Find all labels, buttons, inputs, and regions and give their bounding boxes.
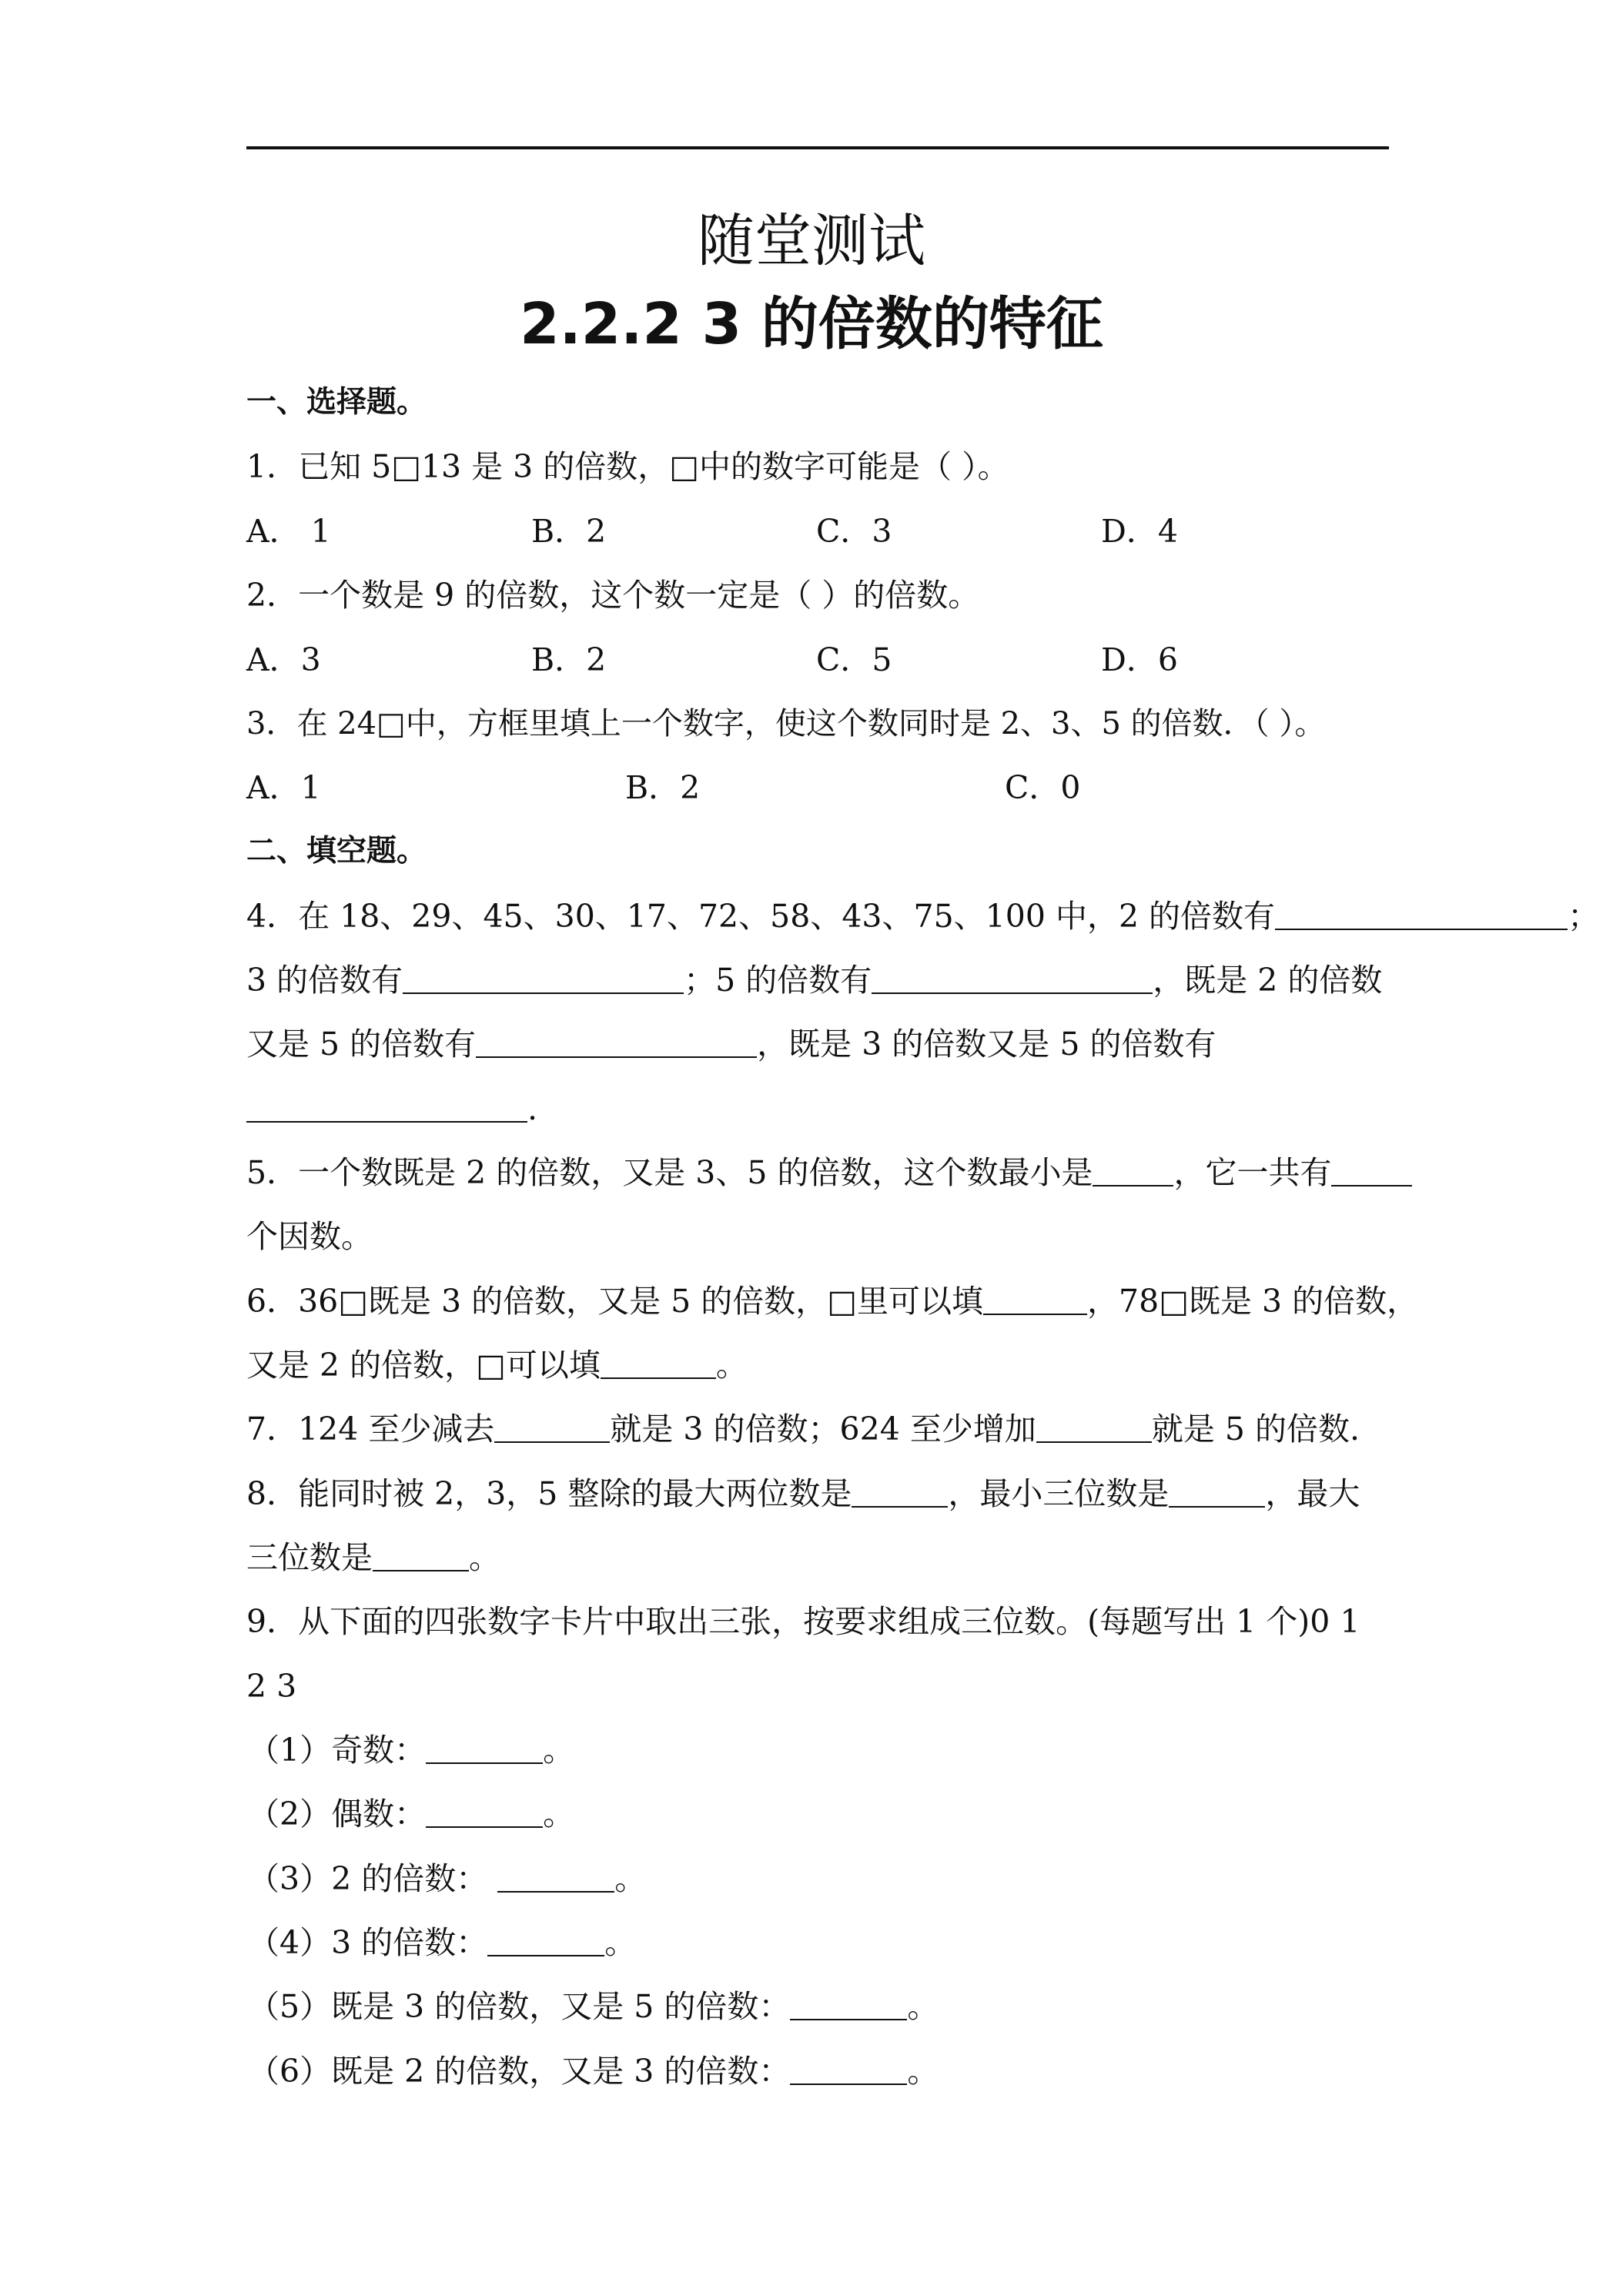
question-5-line-1 (246, 1151, 1412, 1194)
answer-blank[interactable] (601, 1347, 716, 1379)
question-6-line-2 (246, 1344, 748, 1387)
q5-text: 5．一个数既是 2 的倍数，又是 3、5 的倍数，这个数最小是 (246, 1154, 1093, 1191)
q6-text: 又是 2 的倍数，□可以填 (246, 1347, 601, 1384)
page-subtitle: 2.2.2 3 的倍数的特征 (520, 291, 1103, 357)
q9-sub-end: 。 (543, 1732, 575, 1769)
q3-option-c: C．0 (1005, 769, 1081, 806)
q9-sub-label: （5）既是 3 的倍数，又是 5 的倍数： (248, 1988, 791, 2025)
q6-text: 6．36□既是 3 的倍数，又是 5 的倍数，□里可以填 (246, 1283, 984, 1320)
q9-sub-3 (248, 1857, 646, 1900)
q8-text: 。 (469, 1539, 500, 1576)
q4-text: 又是 5 的倍数有 (246, 1026, 477, 1063)
answer-blank[interactable] (494, 1411, 610, 1443)
section-heading-fill: 二、填空题。 (246, 834, 427, 869)
answer-blank[interactable] (476, 1026, 757, 1058)
q9-sub-label: （4）3 的倍数： (248, 1924, 488, 1961)
question-1-stem: 1．已知 5□13 是 3 的倍数，□中的数字可能是（ ）。 (246, 448, 1009, 485)
question-8-line-2 (246, 1536, 500, 1579)
question-4-line-1 (246, 895, 1599, 938)
q9-sub-6 (248, 2050, 939, 2093)
answer-blank[interactable] (426, 1732, 543, 1764)
q9-sub-end: 。 (604, 1924, 637, 1961)
question-2-stem: 2．一个数是 9 的倍数，这个数一定是（ ）的倍数。 (246, 577, 980, 614)
q7-text: 就是 5 的倍数. (1151, 1411, 1360, 1448)
answer-blank[interactable] (852, 1475, 948, 1508)
answer-blank[interactable] (426, 1796, 543, 1828)
header-rule (246, 146, 1389, 149)
answer-blank[interactable] (487, 1924, 604, 1956)
q4-text: ；5 的倍数有 (684, 962, 872, 999)
question-8-line-1 (246, 1472, 1360, 1515)
q9-sub-5 (248, 1985, 939, 2028)
q2-option-b: B．2 (531, 641, 607, 678)
q8-text: ，最小三位数是 (948, 1475, 1170, 1512)
q8-text: 三位数是 (246, 1539, 373, 1576)
q9-sub-1 (248, 1729, 574, 1772)
answer-blank[interactable] (983, 1283, 1087, 1315)
q7-text: 7．124 至少减去 (246, 1411, 495, 1448)
question-7 (246, 1407, 1360, 1451)
answer-blank[interactable] (1036, 1411, 1152, 1443)
q2-option-d: D．6 (1101, 641, 1178, 678)
q4-text: 4．在 18、29、45、30、17、72、58、43、75、100 中，2 的倍数有 (246, 898, 1276, 935)
answer-blank[interactable] (373, 1539, 469, 1571)
q6-text: 。 (715, 1347, 748, 1384)
q9-sub-2 (248, 1792, 574, 1836)
q4-text: ； (1568, 898, 1600, 935)
q9-sub-end: 。 (614, 1860, 647, 1897)
q9-sub-label: （3）2 的倍数： (248, 1860, 498, 1897)
question-6-line-1 (246, 1280, 1418, 1323)
answer-blank[interactable] (1169, 1475, 1265, 1508)
q4-text: . (527, 1090, 538, 1127)
q8-text: 8．能同时被 2，3，5 整除的最大两位数是 (246, 1475, 852, 1512)
question-4-line-3 (246, 1022, 1216, 1066)
q7-text: 就是 3 的倍数；624 至少增加 (610, 1411, 1036, 1448)
q5-text: 个因数。 (246, 1218, 373, 1255)
q1-option-c: C．3 (816, 513, 892, 550)
answer-blank[interactable] (1093, 1154, 1173, 1186)
q6-text: ，78□既是 3 的倍数， (1087, 1283, 1419, 1320)
answer-blank[interactable] (790, 1988, 907, 2020)
q1-option-a: A． 1 (246, 513, 331, 550)
question-4-line-4 (246, 1087, 537, 1130)
q9-sub-end: 。 (907, 2053, 939, 2090)
q3-option-b: B．2 (625, 769, 701, 806)
q1-option-d: D．4 (1101, 513, 1178, 550)
question-3-stem: 3．在 24□中，方框里填上一个数字，使这个数同时是 2、3、5 的倍数．（ ）。 (246, 706, 1326, 741)
q1-option-b: B．2 (531, 513, 607, 550)
question-4-line-2 (246, 959, 1382, 1002)
q9-sub-label: （1）奇数： (248, 1732, 427, 1769)
page-title: 随堂测试 (698, 208, 925, 274)
q2-option-a: A．3 (246, 641, 321, 678)
section-heading-choice: 一、选择题。 (246, 385, 427, 420)
q4-text: 3 的倍数有 (246, 962, 403, 999)
q2-option-c: C．5 (816, 641, 892, 678)
answer-blank[interactable] (790, 2053, 907, 2085)
q9-sub-end: 。 (543, 1796, 575, 1832)
q9-sub-4 (248, 1921, 636, 1964)
q3-option-a: A．1 (246, 769, 321, 806)
answer-blank[interactable] (403, 962, 684, 994)
question-9-line-1: 9．从下面的四张数字卡片中取出三张，按要求组成三位数。(每题写出 1 个)0 1 (246, 1603, 1360, 1640)
answer-blank[interactable] (246, 1090, 527, 1123)
q9-sub-label: （6）既是 2 的倍数，又是 3 的倍数： (248, 2053, 791, 2090)
answer-blank[interactable] (1331, 1154, 1412, 1186)
question-9-line-2: 2 3 (246, 1668, 297, 1705)
q9-sub-end: 。 (907, 1988, 939, 2025)
q4-text: ，既是 2 的倍数 (1153, 962, 1383, 999)
q8-text: ，最大 (1265, 1475, 1360, 1512)
q4-text: ，既是 3 的倍数又是 5 的倍数有 (757, 1026, 1216, 1063)
q9-sub-label: （2）偶数： (248, 1796, 427, 1832)
answer-blank[interactable] (497, 1860, 614, 1893)
answer-blank[interactable] (1275, 898, 1568, 930)
q5-text: ，它一共有 (1173, 1154, 1332, 1191)
answer-blank[interactable] (872, 962, 1153, 994)
